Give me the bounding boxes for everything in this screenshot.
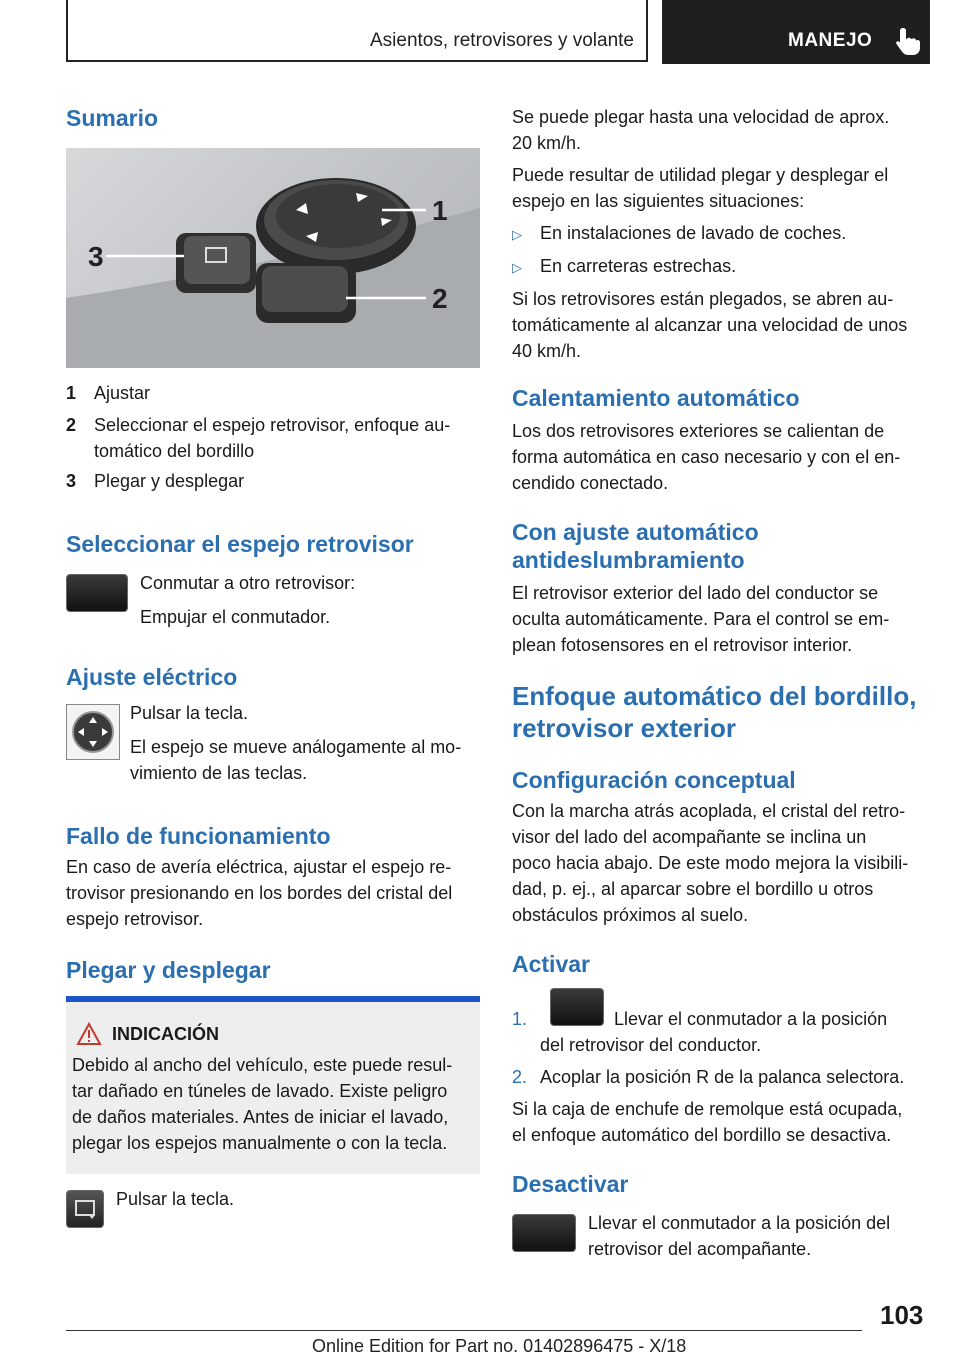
- bullet-triangle-icon: ▷: [512, 227, 522, 242]
- mirror-selector-switch-icon: [66, 574, 128, 612]
- bullet-item: ▷ En carreteras estrechas.: [512, 253, 736, 281]
- heading-calentamiento: Calentamiento automático: [512, 385, 800, 411]
- heading-desactivar: Desactivar: [512, 1171, 629, 1197]
- paragraph: El retrovisor exterior del lado del conductor se oculta automáticamente. Para el control se em- plean fotosensores en el retrovisor interior.: [512, 583, 890, 655]
- paragraph: Si los retrovisores están plegados, se abren au- tomáticamente al alcanzar una velocidad de unos 40 km/h.: [512, 289, 908, 361]
- list-item: 1 Ajustar: [66, 383, 151, 403]
- hand-pointer-icon: [894, 26, 922, 56]
- heading-enfoque: Enfoque automático del bordillo, retrovisor exterior: [512, 681, 917, 743]
- ordered-step: 2. Acoplar la posición R de la palanca selectora.: [512, 1067, 905, 1087]
- heading-fallo: Fallo de funcionamiento: [66, 823, 331, 849]
- svg-text:1: 1: [432, 195, 448, 226]
- paragraph: Puede resultar de utilidad plegar y desplegar el espejo en las siguientes situaciones:: [512, 165, 889, 211]
- paragraph: Llevar el conmutador a la posición del retrovisor del acompañante.: [588, 1213, 891, 1259]
- mirror-selector-switch-icon: [512, 1214, 576, 1252]
- fold-button-icon: [66, 1190, 104, 1228]
- footer-divider: [66, 1330, 862, 1331]
- paragraph: Con la marcha atrás acoplada, el cristal del retro- visor del lado del acompañante se inclina un poco hacia abajo. De este modo mejora la visibili- dad, p. ej., al aparcar sobre el bordillo u otros obstáculos próximos al suelo.: [512, 801, 909, 925]
- page-number: 103: [880, 1300, 924, 1330]
- svg-text:2: 2: [432, 283, 448, 314]
- heading-configuracion: Configuración conceptual: [512, 767, 796, 793]
- mirror-selector-switch-icon: [550, 988, 604, 1026]
- header-section-box: [662, 0, 930, 64]
- warning-box: [66, 996, 480, 1174]
- section-title: MANEJO: [788, 30, 873, 51]
- list-item: 2 Seleccionar el espejo retrovisor, enfoque au- tomático del bordillo: [66, 415, 451, 461]
- paragraph: Conmutar a otro retrovisor: Empujar el conmutador.: [140, 573, 356, 627]
- header-chapter-box: [66, 0, 648, 62]
- heading-antideslumbramiento: Con ajuste automático antideslumbramiento: [512, 519, 759, 573]
- heading-sumario: Sumario: [66, 105, 159, 131]
- heading-plegar: Plegar y desplegar: [66, 957, 271, 983]
- edition-text: Online Edition for Part no. 01402896475 - X/18: [312, 1336, 687, 1356]
- warning-text: Debido al ancho del vehículo, este puede resul- tar dañado en túneles de lavado. Existe peligro de daños materiales. Antes de iniciar el lavado, plegar los espejos manualmente o con la tecla.: [72, 1055, 453, 1153]
- heading-activar: Activar: [512, 951, 590, 977]
- paragraph: Pulsar la tecla.: [116, 1189, 235, 1209]
- paragraph: Llevar el conmutador a la posición: [614, 1009, 888, 1029]
- paragraph: del retrovisor del conductor.: [540, 1035, 762, 1055]
- bullet-item: ▷ En instalaciones de lavado de coches.: [512, 220, 846, 248]
- paragraph: Si la caja de enchufe de remolque está ocupada, el enfoque automático del bordillo se desactiva.: [512, 1099, 903, 1145]
- warning-title: INDICACIÓN: [112, 1024, 219, 1044]
- chapter-title: Asientos, retrovisores y volante: [369, 30, 634, 51]
- heading-ajuste-electrico: Ajuste eléctrico: [66, 664, 238, 690]
- adjust-button-icon: [66, 704, 120, 760]
- paragraph: Se puede plegar hasta una velocidad de aprox. 20 km/h.: [512, 107, 890, 153]
- paragraph: Pulsar la tecla. El espejo se mueve análogamente al mo- vimiento de las teclas.: [130, 703, 462, 783]
- paragraph: En caso de avería eléctrica, ajustar el espejo re- trovisor presionando en los bordes del cristal del espejo retrovisor.: [66, 857, 453, 929]
- mirror-controls-illustration: [66, 148, 480, 368]
- bullet-triangle-icon: ▷: [512, 260, 522, 275]
- svg-text:3: 3: [88, 241, 104, 272]
- paragraph: Los dos retrovisores exteriores se calientan de forma automática en caso necesario y con el en- cendido conectado.: [512, 421, 901, 493]
- ordered-step: 1.: [512, 1009, 528, 1029]
- warning-triangle-icon: [76, 1022, 102, 1046]
- list-item: 3 Plegar y desplegar: [66, 471, 245, 491]
- heading-seleccionar: Seleccionar el espejo retrovisor: [66, 531, 414, 557]
- mirror-controls-photo: [66, 148, 480, 368]
